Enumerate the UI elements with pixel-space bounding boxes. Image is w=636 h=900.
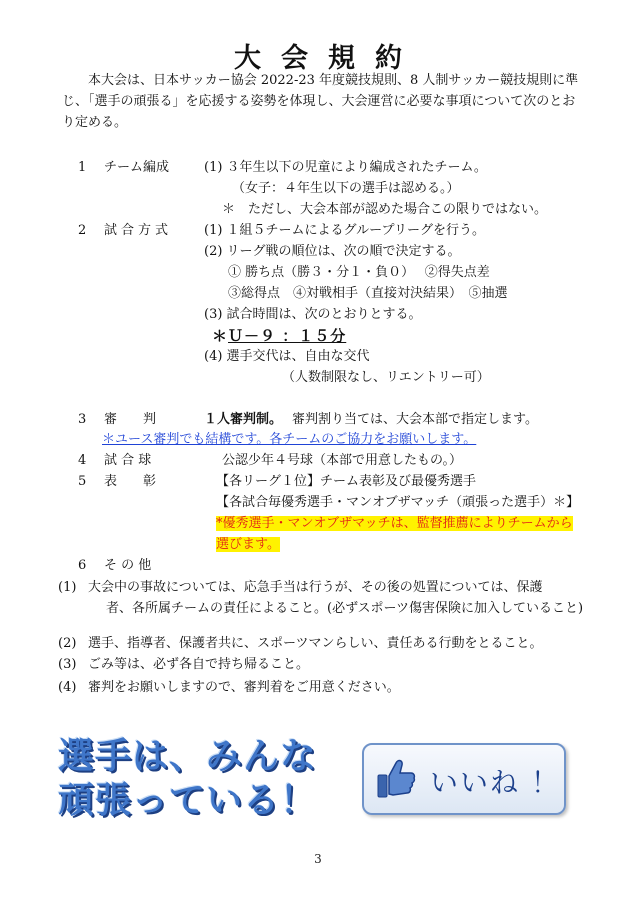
section-3-number: 3	[78, 412, 87, 427]
section-2-line-4: ③総得点 ④対戦相手（直接対決結果） ⑤抽選	[228, 286, 508, 301]
other-item-1	[58, 577, 588, 619]
section-6-heading: そ の 他	[104, 558, 152, 573]
section-5-line-1: 【各リーグ１位】チーム表彰及び最優秀選手	[216, 474, 477, 489]
section-5-highlight-2	[216, 535, 280, 555]
intro-paragraph: 本大会は、日本サッカー協会 2022-23 年度競技規則、8 人制サッカー競技規則に準じ、「選手の頑張る」を応援する姿勢を体現し、大会運営に必要な事項について次のとおり定める。	[62, 73, 579, 130]
section-1-line-3: ＊ ただし、大会本部が認めた場合この限りではない。	[222, 202, 548, 217]
thumbs-up-icon	[376, 757, 416, 799]
match-time-u9: Ｕ－９ ：１５分	[228, 327, 347, 345]
section-3-heading: 審 判	[104, 412, 157, 427]
other-item-2-number: (2)	[58, 636, 77, 651]
other-item-4-number: (4)	[58, 680, 77, 695]
other-item-3-number: (3)	[58, 657, 77, 672]
section-4-heading: 試 合 球	[104, 453, 152, 468]
section-5-number: 5	[78, 474, 87, 489]
other-item-2-line-1: 選手、指導者、保護者共に、スポーツマンらしい、責任ある行動をとること。	[88, 636, 543, 651]
section-1-heading: チーム編成	[104, 160, 170, 175]
section-3-bold: １人審判制。	[204, 412, 283, 427]
other-item-1-number: (1)	[58, 580, 77, 595]
section-1-line-1: (1) ３年生以下の児童により編成されたチーム。	[204, 160, 487, 175]
highlight-text-2: 選びます。	[216, 537, 280, 552]
section-5-heading: 表 彰	[104, 474, 157, 489]
section-5-highlight-1	[216, 514, 573, 534]
cheer-banner	[58, 735, 317, 823]
page-number: 3	[314, 852, 322, 866]
other-item-1-line-1: 大会中の事故については、応急手当は行うが、その後の処置については、保護	[88, 580, 543, 595]
section-3-text: 審判割り当ては、大会本部で指定します。	[292, 412, 538, 427]
section-2-line-3: ① 勝ち点（勝３・分１・負０） ②得失点差	[228, 265, 490, 280]
like-button[interactable]	[362, 743, 566, 815]
page-title: 大会規約	[234, 43, 422, 74]
section-1-line-2: （女子：４年生以下の選手は認める。）	[232, 181, 460, 196]
section-4-text: 公認少年４号球（本部で用意したもの。）	[222, 453, 462, 468]
section-5-line-2: 【各試合毎優秀選手・マンオブザマッチ（頑張った選手）＊】	[216, 495, 580, 510]
section-2-line-6	[212, 326, 346, 348]
section-2-line-1: (1) １組５チームによるグループリーグを行う。	[204, 223, 485, 238]
other-item-4	[58, 677, 400, 698]
section-6-number: 6	[78, 558, 87, 573]
section-1-number: 1	[78, 160, 87, 175]
highlight-text-1: *優秀選手・マンオブザマッチは、監督推薦によりチームから	[216, 516, 573, 531]
other-item-2	[58, 633, 543, 654]
other-item-3-line-1: ごみ等は、必ず各自で持ち帰ること。	[88, 657, 310, 672]
section-2-heading: 試合方式	[104, 223, 173, 238]
cheer-banner-line-1: 選手は、みんな	[58, 736, 318, 777]
section-2-line-5: (3) 試合時間は、次のとおりとする。	[204, 307, 422, 322]
cheer-banner-line-2: 頑張っている！	[58, 780, 318, 821]
other-item-1-line-2: 者、各所属チームの責任によること。(必ずスポーツ傷害保険に加入していること)	[106, 601, 584, 616]
other-item-4-line-1: 審判をお願いしますので、審判着をご用意ください。	[88, 680, 400, 695]
section-4-number: 4	[78, 453, 87, 468]
section-2-line-2: (2) リーグ戦の順位は、次の順で決定する。	[204, 244, 461, 259]
section-2-line-7: (4) 選手交代は、自由な交代	[204, 349, 370, 364]
like-button-label: いいね ！	[430, 766, 561, 799]
other-item-3	[58, 654, 310, 675]
section-2-line-8: （人数制限なし、リエントリー可）	[282, 370, 490, 385]
section-3-note: ＊ユース審判でも結構です。各チームのご協力をお願いします。	[102, 432, 477, 447]
section-2-number: 2	[78, 223, 87, 238]
match-time-bullet: ＊	[212, 327, 229, 345]
